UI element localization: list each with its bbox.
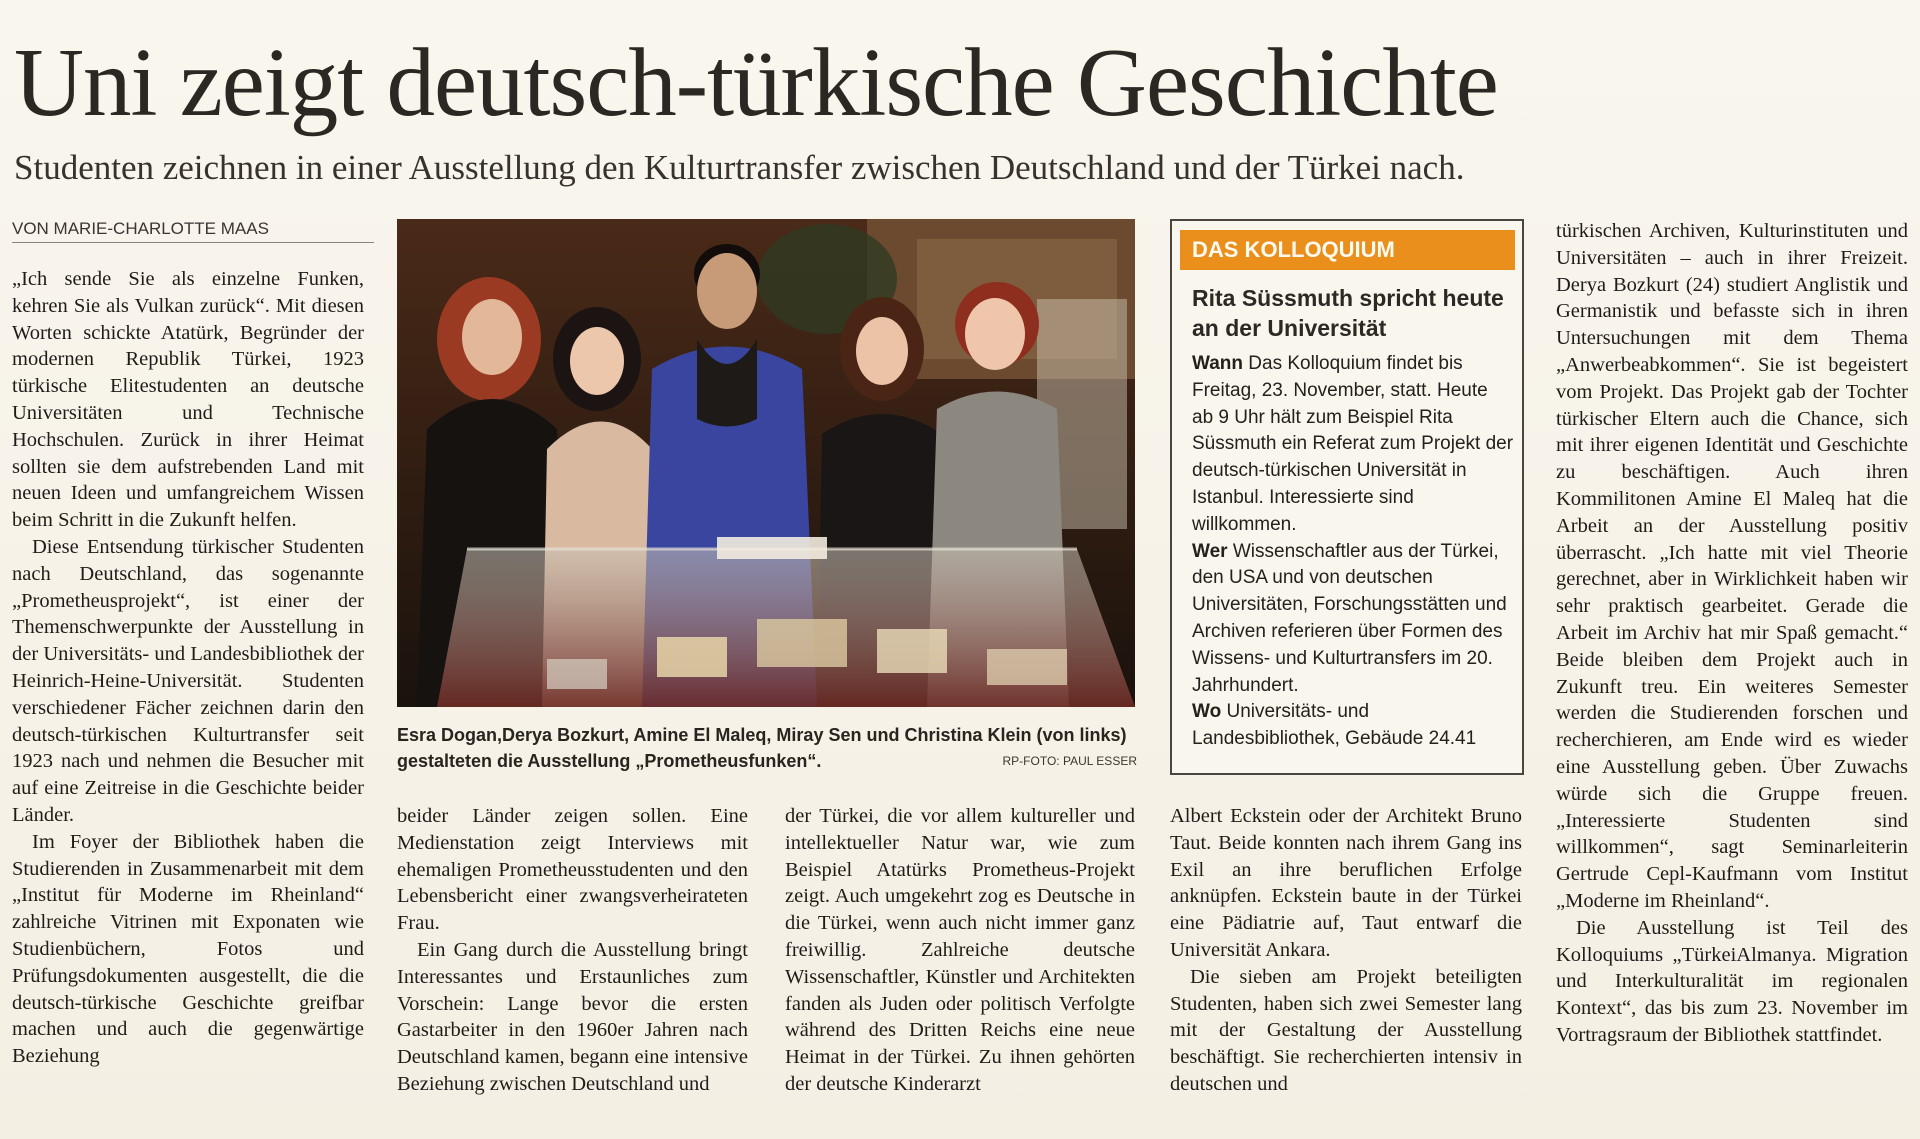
headline: Uni zeigt deutsch-türkische Geschichte xyxy=(14,29,1498,136)
photo-caption xyxy=(397,722,1137,774)
paragraph: Albert Eckstein oder der Architekt Bruno Taut. Beide konnten nach ihrem Gang ins Exil an ihre beruflichen Erfolge anknüpfen. Eckstein baute in der Türkei eine Pädiatrie auf, Taut entwarf die Universität Ankara. xyxy=(1170,805,1522,961)
article-column-1 xyxy=(12,266,364,1124)
info-label: Wer xyxy=(1192,540,1228,562)
byline: VON MARIE-CHARLOTTE MAAS xyxy=(12,218,374,243)
info-item-who xyxy=(1192,539,1514,700)
paragraph: Im Foyer der Bibliothek haben die Studierenden in Zusammenarbeit mit dem „Institut für Moderne im Rheinland“ zahlreiche Vitrinen mit Exponaten wie Studienbüchern, Fotos und Prüfungsdokumenten ausgestellt, die die deutsch-türkische Geschichte greifbar machen und auch die gegenwärtige Beziehung xyxy=(12,830,364,1068)
info-item-where xyxy=(1192,699,1514,753)
info-label: Wo xyxy=(1192,701,1222,723)
article-column-3 xyxy=(785,803,1135,1123)
subheadline: Studenten zeichnen in einer Ausstellung den Kulturtransfer zwischen Deutschland und der Türkei nach. xyxy=(14,148,1465,187)
caption-text: Esra Dogan,Derya Bozkurt, Amine El Maleq, Miray Sen und Christina Klein (von links) gestalteten die Ausstellung „Prometheusfunken“. xyxy=(397,725,1127,771)
article-photo xyxy=(397,219,1135,707)
paragraph: türkischen Archiven, Kulturinstituten und Universitäten – auch in ihrer Freizeit. Derya Bozkurt (24) studiert Anglistik und Germanistik und befasste sich in ihren Untersuchungen mit dem Thema „Anwerbeabkommen“. Sie ist begeistert vom Projekt. Das Projekt gab der Tochter türkischer Eltern auch die Chance, sich mit ihrer eigenen Identität und Geschichte zu beschäftigen. Auch ihren Kommilitonen Amine El Maleq hat die Arbeit an der Ausstellung positiv überrascht. „Ich hatte mit viel Theorie gerechnet, aber in Wirklichkeit haben wir sehr praktisch gearbeitet. Gerade die Arbeit im Archiv hat mir Spaß gemacht.“ Beide bleiben dem Projekt auch in Zukunft treu. Ein weiteres Semester werden die Studierenden forschen und recherchieren, am Ende wird es wieder eine Ausstellung geben. Über Zuwachs würde sich die Gruppe freuen. „Interessierte Studenten sind willkommen“, sagt Seminarleiterin Gertrude Cepl-Kaufmann vom Institut „Moderne im Rheinland“. xyxy=(1556,220,1908,912)
photo-credit: RP-FOTO: PAUL ESSER xyxy=(1002,754,1137,768)
info-item-when xyxy=(1192,351,1514,539)
info-text: Universitäts- und Landesbibliothek, Gebäude 24.41 xyxy=(1192,701,1477,750)
info-box-body xyxy=(1192,351,1514,753)
info-box-tag: DAS KOLLOQUIUM xyxy=(1180,230,1515,270)
paragraph: der Türkei, die vor allem kultureller und intellektueller Natur war, wie zum Beispiel Atatürks Prometheus-Projekt zeigt. Auch umgekehrt zog es Deutsche in die Türkei, wenn auch nicht immer ganz freiwillig. Zahlreiche deutsche Wissenschaftler, Künstler und Architekten fanden als Juden oder politisch Verfolgte während des Dritten Reichs eine neue Heimat in der Türkei. Zu ihnen gehörten der deutsche Kinderarzt xyxy=(785,805,1135,1095)
article-column-2 xyxy=(397,803,748,1123)
info-text: Wissenschaftler aus der Türkei, den USA und von deutschen Universitäten, Forschungsstätten und Archiven referieren über Formen des Wissens- und Kulturtransfers im 20. Jahrhundert. xyxy=(1192,540,1507,696)
paragraph: Die Ausstellung ist Teil des Kolloquiums „TürkeiAlmanya. Migration und Interkulturalität im regionalen Kontext“, das bis zum 23. November im Vortragsraum der Bibliothek stattfindet. xyxy=(1556,916,1908,1046)
info-text: Das Kolloquium findet bis Freitag, 23. November, statt. Heute ab 9 Uhr hält zum Beispiel Rita Süssmuth ein Referat zum Projekt der deutsch-türkischen Universität in Istanbul. Interessierte sind willkommen. xyxy=(1192,353,1514,535)
article-column-5 xyxy=(1556,218,1908,1123)
paragraph: „Ich sende Sie als einzelne Funken, kehren Sie als Vulkan zurück“. Mit diesen Worten schickte Atatürk, Begründer der modernen Republik Türkei, 1923 türkische Elitestudenten an deutsche Universitäten und Technische Hochschulen. Zurück in ihrer Heimat sollten sie dem aufstrebenden Land mit neuen Ideen und umfangreichem Wissen beim Schritt in die Zukunft helfen. xyxy=(12,268,364,532)
article-column-4 xyxy=(1170,803,1522,1123)
paragraph: beider Länder zeigen sollen. Eine Medienstation zeigt Interviews mit ehemaligen Prometheusstudenten und den Lebensbericht einer zwangsverheirateten Frau. xyxy=(397,805,748,935)
paragraph: Die sieben am Projekt beteiligten Studenten, haben sich zwei Semester lang mit der Gestaltung der Ausstellung beschäftigt. Sie recherchierten intensiv in deutschen und xyxy=(1170,965,1522,1095)
info-box-title: Rita Süssmuth spricht heute an der Universität xyxy=(1192,285,1504,341)
photo-illustration xyxy=(397,219,1135,707)
paragraph: Ein Gang durch die Ausstellung bringt Interessantes und Erstaunliches zum Vorschein: Lange bevor die ersten Gastarbeiter in den 1960er Jahren nach Deutschland kamen, begann eine intensive Beziehung zwischen Deutschland und xyxy=(397,938,748,1095)
paragraph: Diese Entsendung türkischer Studenten nach Deutschland, das sogenannte „Prometheusprojekt“, ist einer der Themenschwerpunkte der Ausstellung in der Universitäts- und Landesbibliothek der Heinrich-Heine-Universität. Studenten verschiedener Fächer zeichnen darin den deutsch-türkischen Kulturtransfer seit 1923 nach und nehmen die Besucher mit auf eine Zeitreise in die Geschichte beider Länder. xyxy=(12,535,364,826)
info-label: Wann xyxy=(1192,353,1244,374)
info-box xyxy=(1170,219,1524,775)
